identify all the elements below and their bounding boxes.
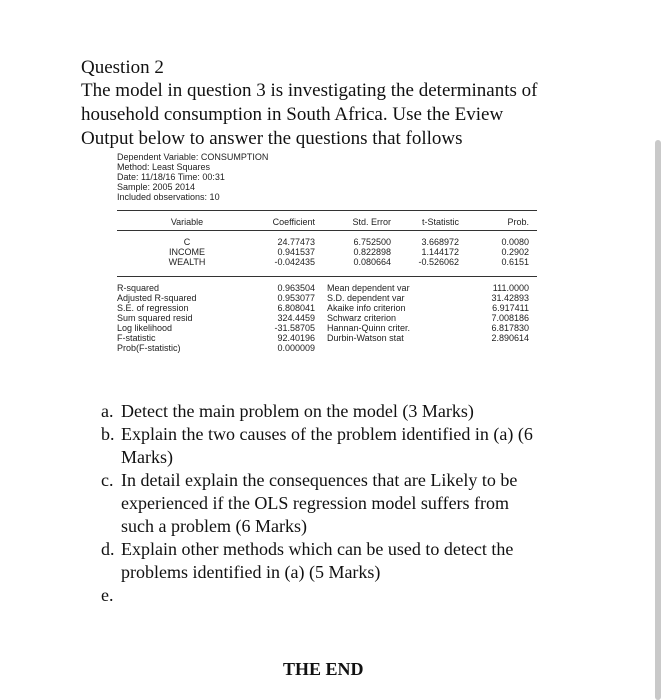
- list-item: [101, 469, 581, 538]
- stat-label: Prob(F-statistic): [117, 343, 181, 353]
- variable-name: INCOME: [169, 247, 205, 257]
- header-line: Date: 11/18/16 Time: 00:31: [117, 172, 225, 182]
- header-line: Method: Least Squares: [117, 162, 211, 172]
- prob-value: 0.2902: [501, 247, 529, 257]
- col-header-coefficient: Coefficient: [272, 217, 315, 227]
- list-item: [101, 584, 581, 607]
- item-line: problems identified in (a) (5 Marks): [121, 562, 381, 582]
- col-header-variable: Variable: [170, 217, 204, 227]
- stat-value: 31.42893: [491, 293, 529, 303]
- stat-value: 6.917411: [492, 303, 529, 313]
- item-line: Marks): [121, 447, 173, 467]
- item-line: experienced if the OLS regression model suffers from: [121, 493, 510, 513]
- stat-label: Mean dependent var: [327, 283, 410, 293]
- stat-value: 7.008186: [491, 313, 529, 323]
- item-line: Explain the two causes of the problem identified in (a) (6: [121, 424, 533, 444]
- list-item: [101, 538, 581, 584]
- item-line: In detail explain the consequences that are Likely to be: [121, 470, 518, 490]
- item-text: [121, 584, 581, 607]
- prob-value: 0.6151: [501, 257, 529, 267]
- stat-value: 111.0000: [492, 283, 529, 293]
- variable-name: WEALTH: [168, 257, 206, 267]
- item-line: Explain other methods which can be used to detect the: [121, 539, 514, 559]
- header-line: Dependent Variable: CONSUMPTION: [117, 152, 269, 162]
- item-text: [121, 423, 581, 469]
- coefficient-value: -0.042435: [274, 257, 315, 267]
- intro-line: Output below to answer the questions that follows: [81, 128, 463, 149]
- prob-value: 0.0080: [501, 237, 529, 247]
- item-line: such a problem (6 Marks): [121, 516, 307, 536]
- variable-name: C: [183, 237, 191, 247]
- std-error-value: 0.080664: [353, 257, 391, 267]
- col-header-prob: Prob.: [507, 217, 529, 227]
- stat-label: Log likelihood: [117, 323, 173, 333]
- col-header-t-statistic: t-Statistic: [421, 217, 459, 227]
- table-rule: [117, 276, 537, 277]
- item-text: [121, 538, 581, 584]
- stat-label: Schwarz criterion: [327, 313, 397, 323]
- table-rule: [117, 210, 537, 211]
- coefficient-value: 24.77473: [277, 237, 315, 247]
- item-line: Detect the main problem on the model (3 Marks): [121, 401, 474, 421]
- t-statistic-value: -0.526062: [418, 257, 459, 267]
- stat-value: 6.817830: [491, 323, 529, 333]
- stat-value: -31.58705: [274, 323, 315, 333]
- question-items: [101, 400, 581, 607]
- item-text: [121, 400, 581, 423]
- stat-label: Hannan-Quinn criter.: [327, 323, 411, 333]
- stat-value: 6.808041: [277, 303, 315, 313]
- stat-value: 0.963504: [277, 283, 315, 293]
- item-text: [121, 469, 581, 538]
- stat-value: 324.4459: [277, 313, 315, 323]
- coefficient-value: 0.941537: [277, 247, 315, 257]
- item-label: c.: [101, 470, 114, 490]
- question-intro: [81, 79, 601, 151]
- question-title: Question 2: [81, 57, 164, 78]
- stat-label: Sum squared resid: [117, 313, 193, 323]
- std-error-value: 0.822898: [353, 247, 391, 257]
- end-text: THE END: [283, 659, 364, 679]
- col-header-std-error: Std. Error: [352, 217, 391, 227]
- stat-label: Akaike info criterion: [327, 303, 406, 313]
- stat-label: R-squared: [117, 283, 160, 293]
- item-label: d.: [101, 539, 115, 559]
- eviews-output: [117, 152, 529, 353]
- item-label: a.: [101, 401, 114, 421]
- list-item: [101, 423, 581, 469]
- intro-line: household consumption in South Africa. Use the Eview: [81, 104, 504, 125]
- stat-label: S.D. dependent var: [327, 293, 405, 303]
- table-rule: [117, 230, 537, 231]
- t-statistic-value: 3.668972: [421, 237, 459, 247]
- intro-line: The model in question 3 is investigating the determinants of: [81, 80, 538, 101]
- stat-label: S.E. of regression: [117, 303, 189, 313]
- stat-value: 0.000009: [277, 343, 315, 353]
- stat-value: 2.890614: [491, 333, 529, 343]
- item-label: b.: [101, 424, 115, 444]
- std-error-value: 6.752500: [353, 237, 391, 247]
- item-label: e.: [101, 585, 114, 605]
- header-line: Sample: 2005 2014: [117, 182, 196, 192]
- stat-value: 92.40196: [277, 333, 315, 343]
- stat-label: Adjusted R-squared: [117, 293, 197, 303]
- t-statistic-value: 1.144172: [421, 247, 459, 257]
- scrollbar[interactable]: [655, 140, 661, 700]
- stat-label: Durbin-Watson stat: [327, 333, 404, 343]
- stat-label: F-statistic: [117, 333, 156, 343]
- header-line: Included observations: 10: [117, 192, 220, 202]
- list-item: [101, 400, 581, 423]
- stat-value: 0.953077: [277, 293, 315, 303]
- eviews-header: [117, 152, 268, 202]
